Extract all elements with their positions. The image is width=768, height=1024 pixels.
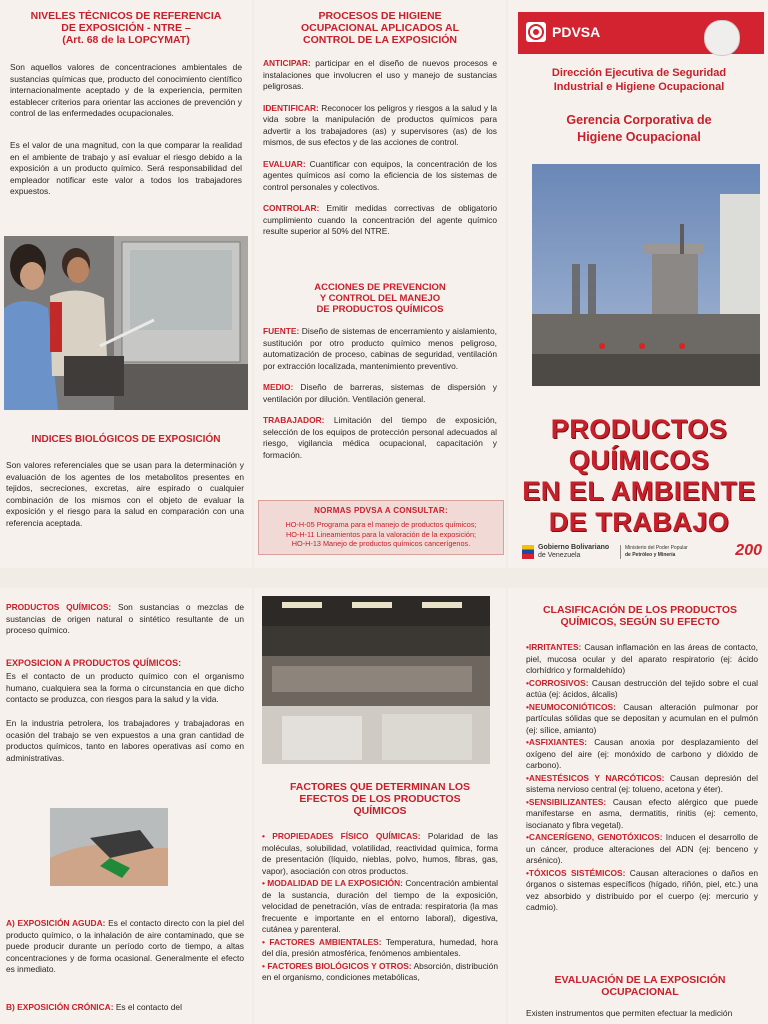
cover-title: PRODUCTOS QUÍMICOS EN EL AMBIENTE DE TRABAJO — [522, 414, 756, 537]
panel-productos-quimicos — [0, 588, 252, 1024]
clasificacion-list — [526, 642, 758, 915]
fuel-pump-photo — [50, 808, 168, 886]
normas-title: NORMAS PDVSA A CONSULTAR: — [314, 506, 448, 515]
gobierno-footer — [522, 542, 766, 562]
clase-anestesicos: •ANESTÉSICOS Y NARCÓTICOS: Causan depresión del sistema nervioso central (ej: tolueno, acetona y éter). — [526, 772, 758, 794]
venezuela-flag-icon — [522, 545, 534, 559]
gobierno-label: Gobierno Bolivariano de Venezuela — [538, 544, 610, 559]
panel-procesos-higiene — [254, 0, 506, 568]
ntre-heading: NIVELES TÉCNICOS DE REFERENCIA DE EXPOSICIÓN - NTRE – (Art. 68 de la LOPCYMAT) — [30, 10, 222, 46]
exposicion-cronica: B) EXPOSICIÓN CRÓNICA: Es el contacto del — [6, 1002, 182, 1012]
item-fuente: FUENTE: Diseño de sistemas de encerramiento y aislamiento, sustitución por otro producto químico menos peligroso, automatización de proceso, cabinas de seguridad, ventilación por extracción localizada, mantenimiento preventivo. — [263, 326, 497, 371]
direccion-ejecutiva: Dirección Ejecutiva de Seguridad Industrial e Higiene Ocupacional — [551, 67, 727, 93]
item-controlar: CONTROLAR: Emitir medidas correctivas de obligatorio cumplimiento cuando la concentración del agente químico resulte superior al 50% del NTRE. — [263, 203, 497, 236]
pdvsa-logo-icon — [526, 22, 546, 42]
item-medio: MEDIO: Diseño de barreras, sistemas de dispersión y ventilación por dilución. Ventilación general. — [263, 382, 497, 404]
item-trabajador: TRABAJADOR: Limitación del tiempo de exposición, selección de los equipos de protección personal adecuados al riesgo, vigilancia médica ocupacional, capacitación y formación. — [263, 415, 497, 460]
indices-biologicos-heading: INDICES BIOLÓGICOS DE EXPOSICIÓN — [31, 434, 221, 445]
lab-workers-photo — [4, 236, 248, 410]
exposicion-text-2: En la industria petrolera, los trabajadores y trabajadoras en ocasión del trabajo se ven expuestos a una gran cantidad de productos químicos, tanto en labores operativas así como en administrativas. — [6, 718, 244, 763]
refinery-photo — [532, 164, 760, 386]
factor-fisico-quimicas: • PROPIEDADES FÍSICO QUÍMICAS: Polaridad de las moléculas, solubilidad, volatilidad, reactividad química, forma de presentación (líquido, nieblas, polvo, humos, fibras, gas, vapor), asociación con otros productos. — [262, 831, 498, 876]
panel-factores — [254, 588, 506, 1024]
clase-irritantes: •IRRITANTES: Causan inflamación en las áreas de contacto, piel, mucosa ocular y del aparato respiratorio (ej: ácido clorhídrico y formaldehído) — [526, 642, 758, 675]
clase-toxicos-sistemicos: •TÓXICOS SISTÉMICOS: Causan alteraciones o daños en órganos o sistemas específicos (hígado, riñón, piel, etc.) una vez absorbido y distribuido por el cuerpo (ej: mercurio y cadmio). — [526, 867, 758, 912]
clase-corrosivos: •CORROSIVOS: Causan destrucción del tejido sobre el cual actúa (ej: ácidos, álcalis) — [526, 677, 758, 699]
ministerio-label: Ministerio del Poder Popular de Petróleo y Minería — [620, 545, 688, 559]
norma-ho-h-05: HO-H-05 Programa para el manejo de productos químicos; — [285, 520, 477, 529]
factor-biologicos: • FACTORES BIOLÓGICOS Y OTROS: Absorción, distribución en el organismo, condiciones metabólicas, — [262, 960, 498, 982]
pdvsa-brand: PDVSA — [552, 24, 601, 40]
seal-icon — [704, 20, 740, 56]
anniversary-logo: 200 — [735, 542, 762, 559]
normas-box — [258, 500, 504, 555]
laboratory-photo — [262, 596, 490, 764]
gerencia-corporativa: Gerencia Corporativa de Higiene Ocupacional — [566, 113, 712, 144]
panel-niveles-tecnicos — [0, 0, 252, 568]
pdvsa-header — [518, 12, 764, 54]
item-identificar: IDENTIFICAR: Reconocer los peligros y riesgos a la salud y la vida sobre la manipulación de productos químicos para advertir a los trabajadores (as) y supervisores (as) de los mismos, de sus efectos y de las acciones de control. — [263, 102, 497, 147]
clase-neumoconioticos: •NEUMOCONIÓTICOS: Causan alteración pulmonar por partículas sólidas que se depositan y acumulan en el pulmón (ej: sílice, amianto) — [526, 701, 758, 735]
exposicion-aguda: A) EXPOSICIÓN AGUDA: Es el contacto directo con la piel del producto químico, o la inhalación de aire contaminado, que se puede producir durante un período corto de tiempo, a altas concentraciones y de forma ocasional. Generalmente el efecto es inmediato. — [6, 918, 244, 974]
ntre-paragraph-1: Son aquellos valores de concentraciones ambientales de sustancias químicas que, producto del conocimiento científico internacionalmente aceptado y de la experiencia, permiten establecer criterios para orientar las acciones de prevención y control de las enfermedades ocupacionales. — [10, 62, 242, 118]
factores-heading: FACTORES QUE DETERMINAN LOS EFECTOS DE LOS PRODUCTOS QUÍMICOS — [289, 781, 471, 817]
panel-clasificacion — [508, 588, 768, 1024]
acciones-heading: ACCIONES DE PREVENCION Y CONTROL DEL MANEJO DE PRODUCTOS QUÍMICOS — [314, 282, 446, 315]
panel-cover — [508, 0, 768, 568]
productos-quimicos-def: PRODUCTOS QUÍMICOS: Son sustancias o mezclas de sustancias de origen natural o sintético resultante de un proceso químico. — [6, 602, 244, 635]
acciones-list — [263, 326, 497, 469]
norma-ho-h-11: HO-H-11 Lineamientos para la valoración de la exposición; — [285, 529, 477, 539]
item-anticipar: ANTICIPAR: participar en el diseño de nuevos procesos e instalaciones que involucren el uso y manejo de sustancias peligrosas. — [263, 58, 497, 91]
exposicion-heading: EXPOSICION A PRODUCTOS QUÍMICOS: — [6, 658, 182, 668]
norma-ho-h-13: HO-H-13 Manejo de productos químicos cancerígenos. — [291, 539, 471, 548]
evaluacion-heading: EVALUACIÓN DE LA EXPOSICIÓN OCUPACIONAL — [554, 974, 726, 998]
item-evaluar: EVALUAR: Cuantificar con equipos, la concentración de los agentes químicos así como la eficiencia de los sistemas de control personales y colectivos. — [263, 158, 497, 192]
procesos-list — [263, 58, 497, 246]
exposicion-text: Es el contacto de un producto químico con el organismo humano, cualquiera sea la forma o circunstancia en que dicho contacto se produzca, con riesgos para la salud y la vida. — [6, 671, 244, 704]
clase-asfixiantes: •ASFIXIANTES: Causan anoxia por desplazamiento del oxígeno del aire (ej: monóxido de carbono y dióxido de carbono). — [526, 737, 758, 770]
indices-biologicos-paragraph: Son valores referenciales que se usan para la determinación y evaluación de los agentes de los metabolitos presentes en tejidos, secreciones, excretas, aire espirado o cualquier combinación de los mismos con el objeto de evaluar la exposición y el riesgo para la salud en comparación con una referencia aceptada. — [6, 460, 244, 528]
ntre-paragraph-2: Es el valor de una magnitud, con la que comparar la realidad en el ambiente de trabajo y así evaluar el riesgo debido a la exposición a un producto químico. Será responsabilidad del empleador notificar este valor a todos los trabajadores expuestos. — [10, 140, 242, 196]
evaluacion-text: Existen instrumentos que permiten efectuar la medición — [526, 1008, 733, 1018]
clase-cancerigeno: •CANCERÍGENO, GENOTÓXICOS: Inducen el desarrollo de un cáncer, produce alteraciones del ADN (ej: benceno y arsénico). — [526, 832, 758, 865]
factor-ambientales: • FACTORES AMBIENTALES: Temperatura, humedad, hora del día, presión atmosférica, fenómenos ambientales. — [262, 936, 499, 958]
factores-list — [262, 831, 498, 985]
procesos-heading: PROCESOS DE HIGIENE OCUPACIONAL APLICADOS AL CONTROL DE LA EXPOSICIÓN — [300, 10, 460, 46]
clase-sensibilizantes: •SENSIBILIZANTES: Causan efecto alérgico que puede manifestarse en asma, dermatitis, rinitis (ej: cemento, isocianato y fibra vegetal). — [526, 796, 758, 830]
factor-modalidad: • MODALIDAD DE LA EXPOSICIÓN: Concentración ambiental de la sustancia, duración del tiempo de la exposición, velocidad de penetración, vías de entrada: respiratoria (la mas frecuente e importante en el entorno laboral), digestiva, cutánea y parenteral. — [262, 878, 498, 934]
clasificacion-heading: CLASIFICACIÓN DE LOS PRODUCTOS QUÍMICOS, SEGÚN SU EFECTO — [542, 604, 738, 628]
